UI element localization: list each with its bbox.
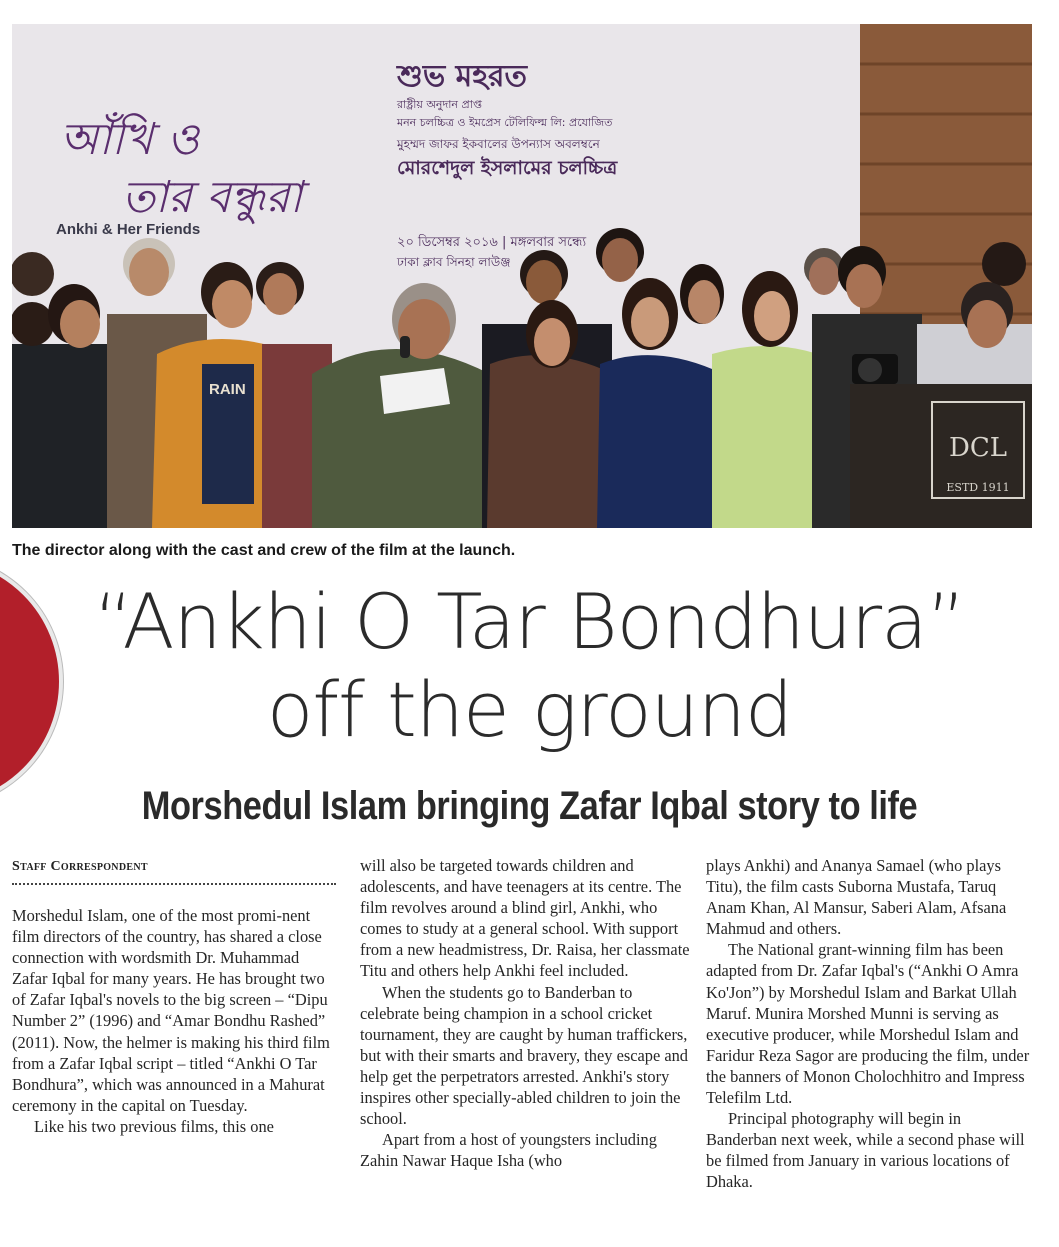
banner-title: শুভ মহরত [397,59,528,94]
microphone [400,336,410,358]
paragraph: plays Ankhi) and Ananya Samael (who plays Titu), the film casts Suborna Mustafa, Taruq Anam Khan, Al Mansur, Saberi Alam, Afsana Mahmud and others. [706,856,1007,939]
film-logo-english: Ankhi & Her Friends [56,221,201,238]
photo-caption: The director along with the cast and crew of the film at the launch. [12,542,516,559]
launch-photo [12,24,1032,528]
banner-line-2: মনন চলচ্চিত্র ও ইমপ্রেস টেলিফিল্ম লি: প্রযোজিত [397,116,613,129]
shirt-text: RAIN [209,381,246,398]
banner-line-1: রাষ্ট্রীয় অনুদান প্রাপ্ত [397,98,482,111]
byline-divider [12,883,336,885]
subheadline: Morshedul Islam bringing Zafar Iqbal story to life [141,784,918,828]
camera-lens [858,358,882,382]
headline-line-2: off the ground [266,665,793,754]
banner-date: ২০ ডিসেম্বর ২০১৬ | মঙ্গলবার সন্ধ্যে [397,235,587,250]
banner-venue: ঢাকা ক্লাব সিনহা লাউঞ্জ [397,255,511,269]
banner-line-3: মুহম্মদ জাফর ইকবালের উপন্যাস অবলম্বনে [397,137,600,151]
podium-estd: ESTD 1911 [946,481,1010,494]
paragraph: Morshedul Islam, one of the most promi-nent film directors of the country, has shared a close connection with wordsmith Dr. Muhammad Zafar Iqbal for many years. He has brought two of Zafar Iqbal's novels to the big screen – “Dipu Number 2” (1996) and “Amar Bondhu Rashed” (2011). Now, the helmer is making his third film from a Zafar Iqbal script – titled “Ankhi O Tar Bondhura”, which was announced in a Mahurat ceremony in the capital on Tuesday. [12,906,330,1115]
article-column-3 [706,855,1036,1193]
podium-logo: DCL [948,433,1008,463]
paragraph: The National grant-winning film has been adapted from Dr. Zafar Iqbal's (“Ankhi O Amra Ko'Jon”) by Morshedul Islam and Barkat Ullah Maruf. Munira Morshed Munni is serving as executive producer, while Morshedul Islam and Faridur Reza Sagor are producing the film, under the banners of Monon Cholochhitro and Impress Telefilm Ltd. [706,940,1030,1108]
article-column-2 [360,855,690,1171]
headline-line-1: “Ankhi O Tar Bondhura” [93,577,966,666]
headline [0,578,1059,754]
photo-illustration [12,24,1032,528]
banner-line-4: মোরশেদুল ইসলামের চলচ্চিত্র [397,157,618,179]
paragraph: Principal photography will begin in Banderban next week, while a second phase will be filmed from January in various locations of Dhaka. [706,1109,1025,1192]
paragraph: Like his two previous films, this one [34,1116,274,1136]
paragraph: will also be targeted towards children and adolescents, and have teenagers at its centre. The film revolves around a blind girl, Ankhi, who comes to study at a general school. With support from a new headmistress, Dr. Raisa, her classmate Titu and others help Ankhi feel included. [360,856,690,981]
paragraph: Apart from a host of youngsters including Zahin Nawar Haque Isha (who [360,1130,657,1171]
film-logo-line-2: তার বন্ধুরা [122,172,303,223]
film-logo-line-1: আঁখি ও [60,114,200,165]
byline: Staff Correspondent [12,859,148,874]
paragraph: When the students go to Banderban to celebrate being champion in a school cricket tournament, they are caught by human traffickers, but with their smarts and bravery, they escape and help get the perpetrators arrested. Ankhi's story inspires other specially-abled children to join the school. [360,982,689,1129]
article-column-1 [12,905,338,1137]
